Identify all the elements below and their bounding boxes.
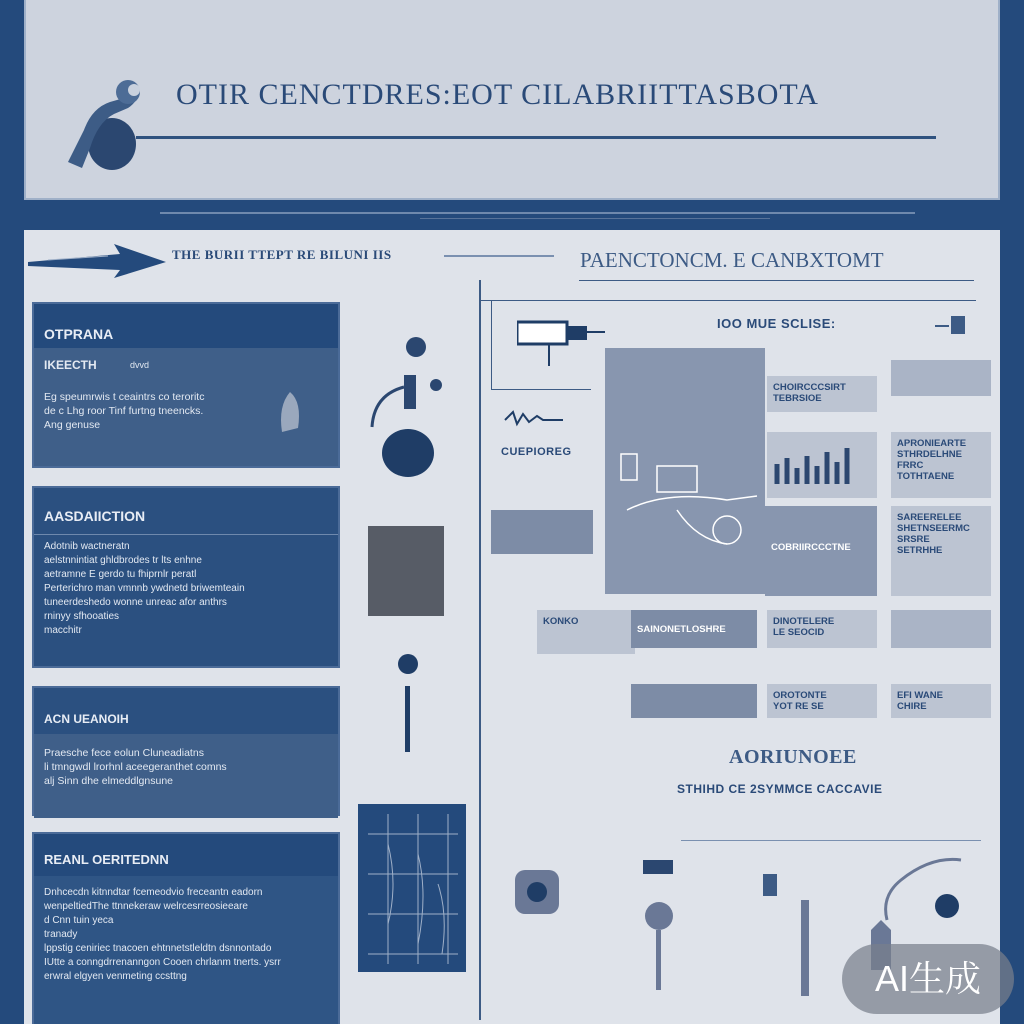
caption-rule bbox=[681, 840, 981, 841]
card-title: ACN UEANOIH bbox=[44, 712, 129, 726]
image-tile bbox=[631, 684, 757, 718]
card-subtitle: IKEECTH bbox=[44, 358, 97, 372]
section-title: PAENCTONCM. E CANBXTOMT bbox=[580, 248, 884, 272]
divider bbox=[420, 218, 770, 219]
caption-title: AORIUNOEE bbox=[729, 746, 857, 768]
banner-text: THE BURII TTEPT RE BILUNI IIS bbox=[172, 247, 392, 262]
info-tile: COBRIIRCCCTNE bbox=[765, 506, 877, 596]
info-card bbox=[32, 486, 340, 668]
pin-icon bbox=[631, 856, 691, 996]
page-title: OTIR CENCTDRES:EOT CILABRIITTASBOTA bbox=[176, 78, 819, 111]
card-title: REANL OERITEDNN bbox=[44, 852, 169, 867]
divider bbox=[160, 212, 915, 214]
info-tile: EFI WANE CHIRE bbox=[891, 684, 991, 718]
main-panel bbox=[24, 230, 1000, 1024]
right-arrow-icon bbox=[28, 238, 168, 280]
key-icon bbox=[392, 650, 424, 754]
ai-generated-badge: AI生成 bbox=[842, 944, 1014, 1014]
header-underline bbox=[136, 136, 936, 139]
camera-icon bbox=[511, 866, 571, 926]
card-title: AASDAIICTION bbox=[44, 508, 146, 524]
right-panel bbox=[479, 280, 999, 1020]
folder-panel bbox=[368, 526, 444, 616]
card-body: Adotnib wactneratn aelstnnintiat ghldbrodes tr lts enhne aetramne E gerdo tu fhiprnlr peratl Perterichro man vmnnb ywdnetd briwemteain tuneerdeshedo wonne unreac afor anthrs rninyy sfhooaties macchitr bbox=[44, 541, 245, 636]
bell-icon bbox=[272, 388, 308, 448]
section-label: IOO MUE SCLISE: bbox=[717, 316, 836, 331]
info-tile: CHOIRCCCSIRT TEBRSIOE bbox=[767, 376, 877, 412]
handset-icon bbox=[933, 312, 973, 338]
info-card bbox=[32, 832, 340, 1024]
info-tile: APRONIEARTE STHRDELHNE FRRC TOTHTAENE bbox=[891, 432, 991, 498]
card-subtitle-extra: dvvd bbox=[130, 360, 150, 370]
info-tile: SAREERELEE SHETNSEERMC SRSRE SETRHHE bbox=[891, 506, 991, 596]
info-tile: DINOTELERE LE SEOCID bbox=[767, 610, 877, 648]
caption-text: STHIHD CE 2SYMMCE CACCAVIE bbox=[677, 782, 883, 796]
card-body: Dnhcecdn kitnndtar fcemeodvio freceantn eadorn wenpeltiedThe ttnnekeraw welrcesrreosieeare d Cnn tuin yeca tranady lppstig ceniriec tnacoen ehtnnetstleldtn dsnnontado IUtte a conngdrrenanngon Cooen chrlanm tnerts. ysrr erwral elgyen venmeting ccsttng bbox=[44, 887, 281, 982]
info-card bbox=[32, 302, 340, 468]
info-tile: OROTONTE YOT RE SE bbox=[767, 684, 877, 718]
blueprint-icon bbox=[617, 450, 767, 560]
plug-icon bbox=[759, 870, 819, 1000]
grid-chart-icon bbox=[358, 804, 468, 974]
card-band bbox=[34, 534, 338, 535]
info-tile: SAINONETLOSHRE bbox=[631, 610, 757, 648]
image-tile bbox=[891, 610, 991, 648]
lamp-icon bbox=[364, 335, 444, 485]
card-body: Praesche fece eolun Cluneadiatns li tmngwdl lrorhnl aceegeranthet comns alj Sinn dhe elmeddlgnsune bbox=[44, 747, 227, 787]
wave-icon bbox=[503, 406, 573, 428]
card-title: OTPRANA bbox=[44, 326, 114, 342]
banner-dash bbox=[444, 255, 554, 257]
chart-tile bbox=[767, 432, 877, 498]
info-tile: KONKO bbox=[537, 610, 635, 654]
camera-icon bbox=[517, 318, 607, 368]
image-tile bbox=[891, 360, 991, 396]
section-label: CUEPIOREG bbox=[501, 446, 572, 458]
machine-image bbox=[491, 510, 593, 554]
info-card bbox=[32, 686, 340, 816]
header-panel bbox=[24, 0, 1000, 200]
card-body: Eg speumrwis t ceaintrs co teroritc de c Lhg roor Tinf furtng tneencks. Ang genuse bbox=[44, 391, 205, 431]
grappling-hook-icon bbox=[54, 78, 144, 178]
bar-chart-icon bbox=[773, 438, 869, 488]
